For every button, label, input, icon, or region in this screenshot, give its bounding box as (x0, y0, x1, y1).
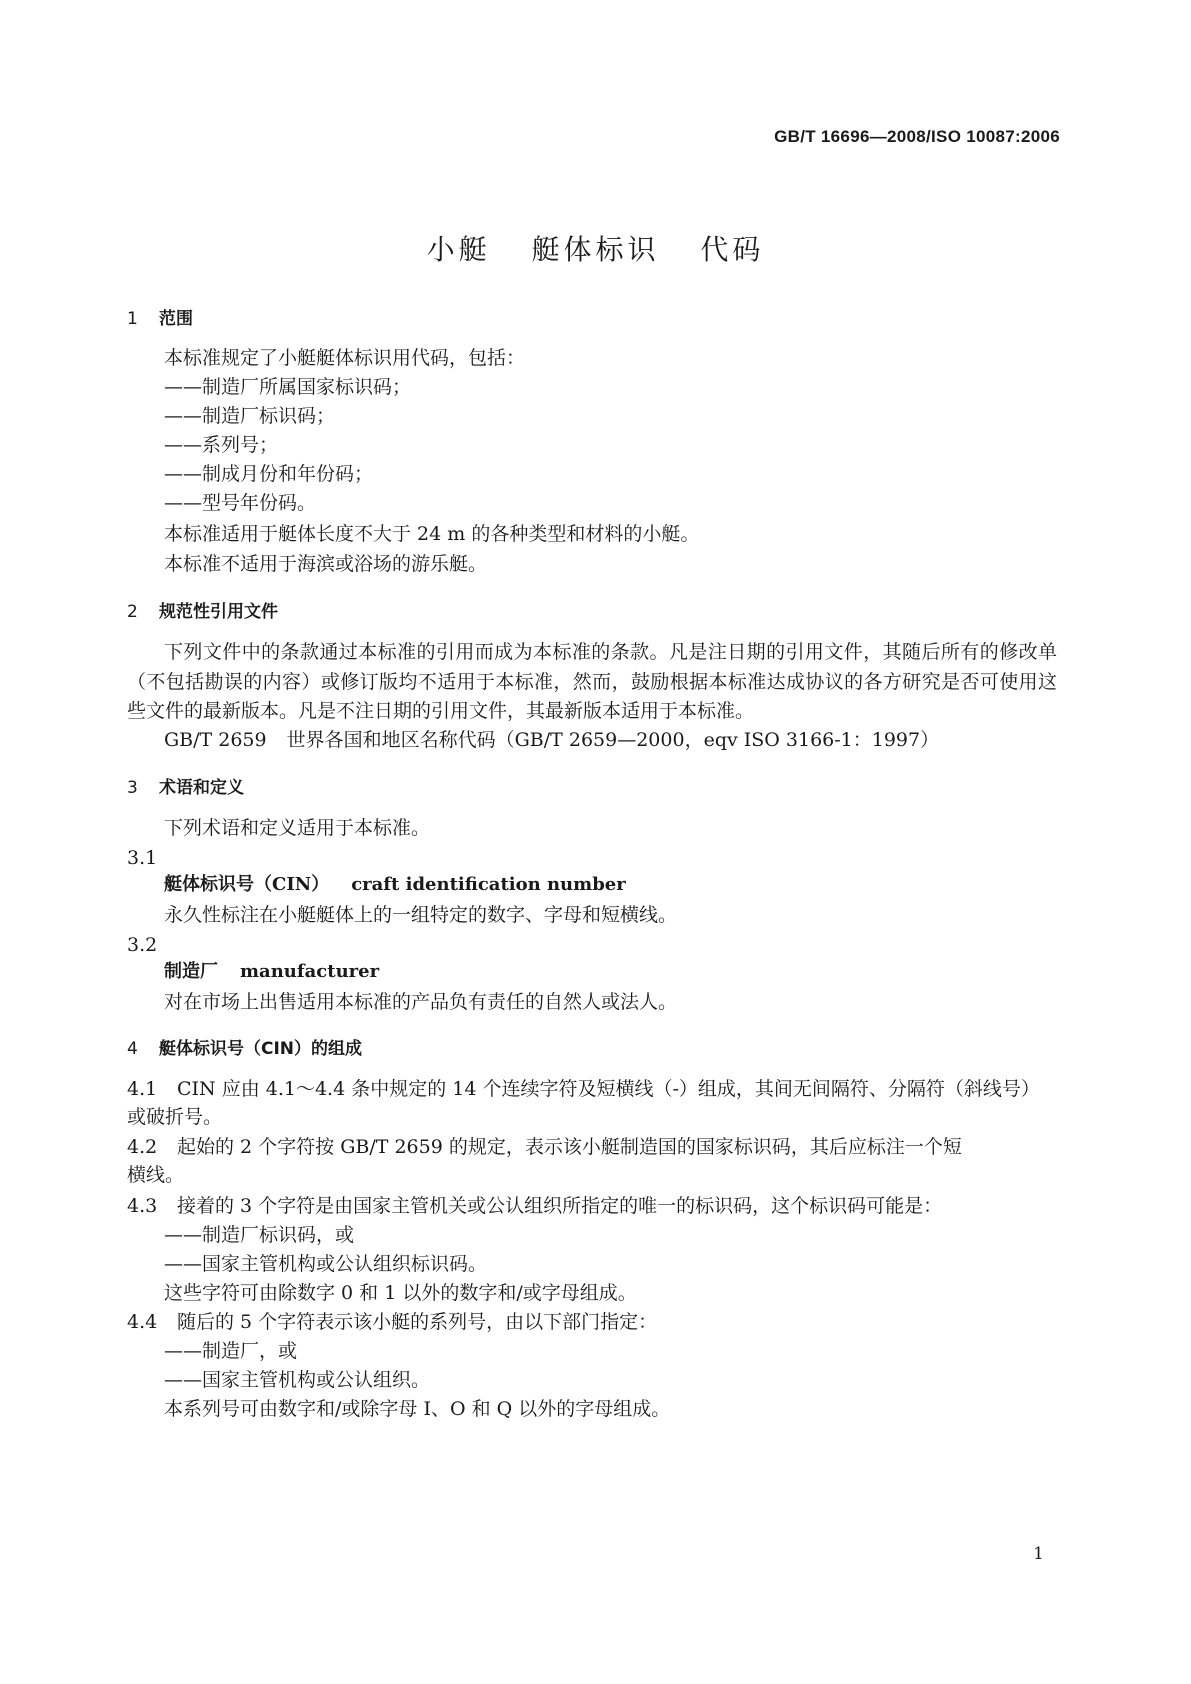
terms-intro: 下列术语和定义适用于本标准。 (164, 817, 431, 839)
section-number: 2 (127, 602, 138, 622)
standard-code-header: GB/T 16696—2008/ISO 10087:2006 (774, 127, 1060, 146)
clause-number: 4.4 (127, 1311, 158, 1333)
term-number: 3.1 (127, 847, 158, 869)
section-title: 艇体标识号（CIN）的组成 (159, 1039, 363, 1059)
scope-list-item: ——制造厂所属国家标识码； (164, 376, 412, 398)
scope-exclusion: 本标准不适用于海滨或浴场的游乐艇。 (164, 553, 488, 575)
clause-text: 起始的 2 个字符按 GB/T 2659 的规定，表示该小艇制造国的国家标识码，其后应标注一个短 (177, 1136, 962, 1158)
scope-list-item: ——型号年份码。 (164, 492, 317, 514)
scope-list-item: ——制成月份和年份码； (164, 463, 374, 485)
clause (127, 1309, 657, 1335)
page-number: 1 (1033, 1544, 1044, 1564)
clause (127, 1193, 942, 1219)
term-heading (164, 872, 626, 898)
section-1-heading (127, 304, 193, 329)
title-part-1: 小艇 (426, 233, 491, 266)
clause-continuation: 或破折号。 (127, 1106, 223, 1128)
term-definition: 对在市场上出售适用本标准的产品负有责任的自然人或法人。 (164, 991, 678, 1013)
term-heading (164, 959, 379, 985)
scope-intro: 本标准规定了小艇艇体标识用代码，包括： (164, 347, 526, 369)
term-en: manufacturer (240, 961, 380, 982)
term-en: craft identification number (351, 874, 626, 895)
section-2-heading (127, 597, 278, 622)
term-definition: 永久性标注在小艇艇体上的一组特定的数字、字母和短横线。 (164, 904, 678, 926)
reference-entry (164, 727, 939, 753)
clause-list-item: ——制造厂标识码，或 (164, 1224, 355, 1246)
section-number: 4 (127, 1039, 138, 1059)
clause-list-item: ——国家主管机构或公认组织。 (164, 1369, 431, 1391)
scope-applicability: 本标准适用于艇体长度不大于 24 m 的各种类型和材料的小艇。 (164, 523, 700, 545)
clause-text: 随后的 5 个字符表示该小艇的系列号，由以下部门指定： (177, 1311, 658, 1333)
reference-code: GB/T 2659 (164, 729, 267, 751)
scope-list-item: ——系列号； (164, 434, 279, 456)
clause-number: 4.3 (127, 1195, 158, 1217)
term-number: 3.2 (127, 934, 158, 956)
title-part-3: 代码 (700, 233, 765, 266)
clause-note: 本系列号可由数字和/或除字母 I、O 和 Q 以外的字母组成。 (164, 1398, 671, 1420)
section-3-heading (127, 773, 244, 798)
section-title: 范围 (159, 309, 193, 329)
clause (127, 1134, 962, 1160)
clause-list-item: ——制造厂，或 (164, 1340, 298, 1362)
term-zh: 制造厂 (164, 961, 218, 982)
page-title (0, 228, 1191, 268)
clause-text: 接着的 3 个字符是由国家主管机关或公认组织所指定的唯一的标识码，这个标识码可能是： (177, 1195, 943, 1217)
clause-list-item: ——国家主管机构或公认组织标识码。 (164, 1253, 488, 1275)
normative-references-paragraph: 下列文件中的条款通过本标准的引用而成为本标准的条款。凡是注日期的引用文件，其随后所有的修改单（不包括勘误的内容）或修订版均不适用于本标准，然而，鼓励根据本标准达成协议的各方研究是否可使用这些文件的最新版本。凡是不注日期的引用文件，其最新版本适用于本标准。 (127, 641, 1057, 722)
section-title: 规范性引用文件 (159, 602, 278, 622)
reference-title: 世界各国和地区名称代码（GB/T 2659—2000，eqv ISO 3166-1：1997） (286, 729, 940, 751)
clause-note: 这些字符可由除数字 0 和 1 以外的数字和/或字母组成。 (164, 1282, 637, 1304)
section-number: 3 (127, 778, 138, 798)
section-4-heading (127, 1034, 362, 1059)
clause-number: 4.2 (127, 1136, 158, 1158)
section-title: 术语和定义 (159, 778, 244, 798)
clause-continuation: 横线。 (127, 1164, 185, 1186)
title-part-2: 艇体标识 (531, 233, 660, 266)
clause (127, 1076, 1040, 1102)
scope-list-item: ——制造厂标识码； (164, 405, 336, 427)
section-number: 1 (127, 309, 138, 329)
clause-number: 4.1 (127, 1078, 158, 1100)
clause-text: CIN 应由 4.1～4.4 条中规定的 14 个连续字符及短横线（-）组成，其间无间隔符、分隔符（斜线号） (177, 1078, 1040, 1100)
term-zh: 艇体标识号（CIN） (164, 874, 330, 895)
